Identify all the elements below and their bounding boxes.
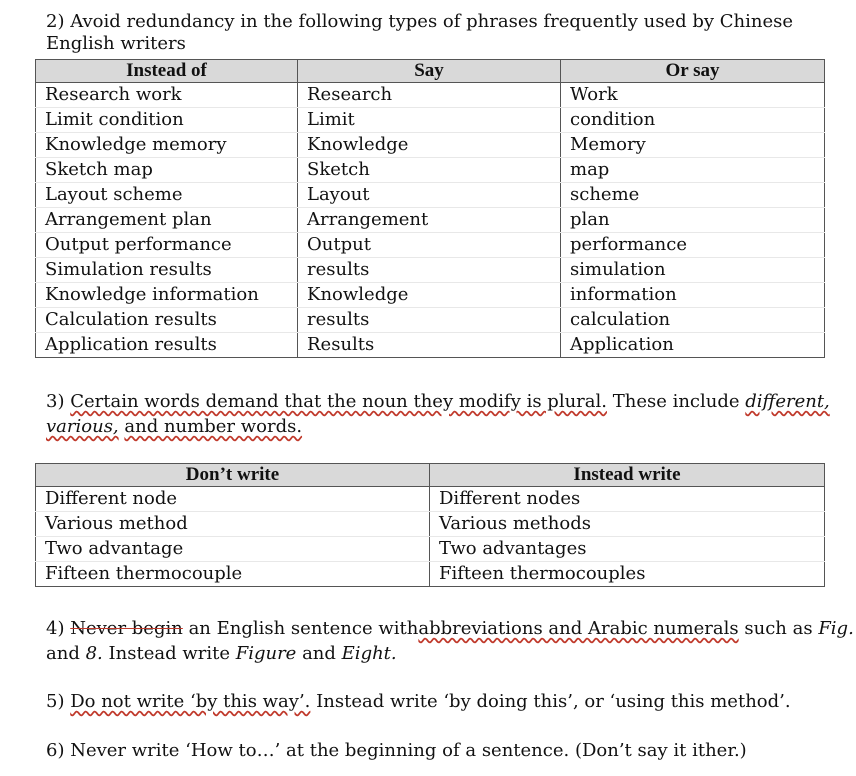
cell: Sketch map	[36, 158, 298, 183]
section-3-tail: and number words.	[124, 416, 303, 437]
header-instead-write: Instead write	[430, 464, 825, 487]
cell: Layout	[298, 183, 561, 208]
cell: results	[298, 258, 561, 283]
cell: Different node	[36, 487, 430, 512]
cell: Knowledge	[298, 283, 561, 308]
cell: Output performance	[36, 233, 298, 258]
table-row	[36, 537, 825, 562]
section-2-heading	[46, 9, 793, 56]
cell: condition	[561, 108, 825, 133]
cell: Limit condition	[36, 108, 298, 133]
cell: Research work	[36, 83, 298, 108]
section-3-paragraph	[46, 389, 830, 439]
cell: Two advantage	[36, 537, 430, 562]
cell: information	[561, 283, 825, 308]
cell: Application	[561, 333, 825, 358]
cell: Research	[298, 83, 561, 108]
table-row	[36, 208, 825, 233]
cell: Limit	[298, 108, 561, 133]
header-dont-write: Don’t write	[36, 464, 430, 487]
section-4-underlined-text: abbreviations and Arabic numerals	[418, 618, 739, 639]
table-row	[36, 258, 825, 283]
section-5-underlined-text: Do not write ‘by this way’.	[70, 691, 311, 712]
section-4-and-2: and	[302, 643, 336, 664]
plural-table	[35, 463, 825, 587]
cell: Application results	[36, 333, 298, 358]
header-instead-of: Instead of	[36, 60, 298, 83]
section-4-paragraph	[46, 616, 854, 666]
table-row	[36, 158, 825, 183]
cell: calculation	[561, 308, 825, 333]
cell: Knowledge memory	[36, 133, 298, 158]
section-4-italic-8: 8.	[85, 643, 103, 664]
cell: Different nodes	[430, 487, 825, 512]
table-row	[36, 283, 825, 308]
section-3-mid: These include	[612, 391, 740, 412]
cell: Arrangement	[298, 208, 561, 233]
section-4-struck-text: Never begin	[70, 618, 183, 639]
table-row	[36, 562, 825, 587]
section-5-number: 5)	[46, 691, 65, 712]
section-4-text-b: such as	[744, 618, 813, 639]
section-5-paragraph	[46, 689, 791, 714]
table-row	[36, 233, 825, 258]
cell: performance	[561, 233, 825, 258]
table-row	[36, 183, 825, 208]
cell: Sketch	[298, 158, 561, 183]
section-3-italic-different: different,	[745, 391, 830, 412]
redundancy-table	[35, 59, 825, 358]
section-4-italic-fig: Fig.	[818, 618, 854, 639]
section-4-italic-figure: Figure	[235, 643, 297, 664]
section-6-paragraph: 6) Never write ‘How to…’ at the beginning of a sentence. (Don’t say it ither.)	[46, 740, 747, 761]
cell: Various methods	[430, 512, 825, 537]
section-2-line-1: 2) Avoid redundancy in the following types of phrases frequently used by Chinese	[46, 11, 793, 32]
section-3-number: 3)	[46, 391, 65, 412]
section-4-italic-eight: Eight.	[341, 643, 397, 664]
table-header-row	[36, 60, 825, 83]
cell: Output	[298, 233, 561, 258]
section-2-line-2: English writers	[46, 33, 186, 54]
cell: Simulation results	[36, 258, 298, 283]
cell: Various method	[36, 512, 430, 537]
table-row	[36, 333, 825, 358]
table-row	[36, 512, 825, 537]
table-row	[36, 133, 825, 158]
cell: scheme	[561, 183, 825, 208]
cell: Knowledge information	[36, 283, 298, 308]
header-or-say: Or say	[561, 60, 825, 83]
cell: Results	[298, 333, 561, 358]
table-row	[36, 308, 825, 333]
cell: Fifteen thermocouple	[36, 562, 430, 587]
cell: Work	[561, 83, 825, 108]
section-4-instead-write: Instead write	[108, 643, 230, 664]
section-3-italic-various: various,	[46, 416, 119, 437]
section-4-number: 4)	[46, 618, 65, 639]
table-row	[36, 83, 825, 108]
table-row	[36, 487, 825, 512]
cell: Arrangement plan	[36, 208, 298, 233]
cell: Fifteen thermocouples	[430, 562, 825, 587]
table-row	[36, 108, 825, 133]
section-4-and-1: and	[46, 643, 80, 664]
cell: map	[561, 158, 825, 183]
cell: Layout scheme	[36, 183, 298, 208]
section-3-underlined-text: Certain words demand that the noun they modify is plural.	[70, 391, 607, 412]
table-header-row	[36, 464, 825, 487]
section-4-text-a: an English sentence with	[188, 618, 419, 639]
cell: results	[298, 308, 561, 333]
cell: Calculation results	[36, 308, 298, 333]
cell: Two advantages	[430, 537, 825, 562]
section-5-rest: Instead write ‘by doing this’, or ‘using this method’.	[316, 691, 791, 712]
cell: Knowledge	[298, 133, 561, 158]
cell: plan	[561, 208, 825, 233]
cell: Memory	[561, 133, 825, 158]
header-say: Say	[298, 60, 561, 83]
cell: simulation	[561, 258, 825, 283]
